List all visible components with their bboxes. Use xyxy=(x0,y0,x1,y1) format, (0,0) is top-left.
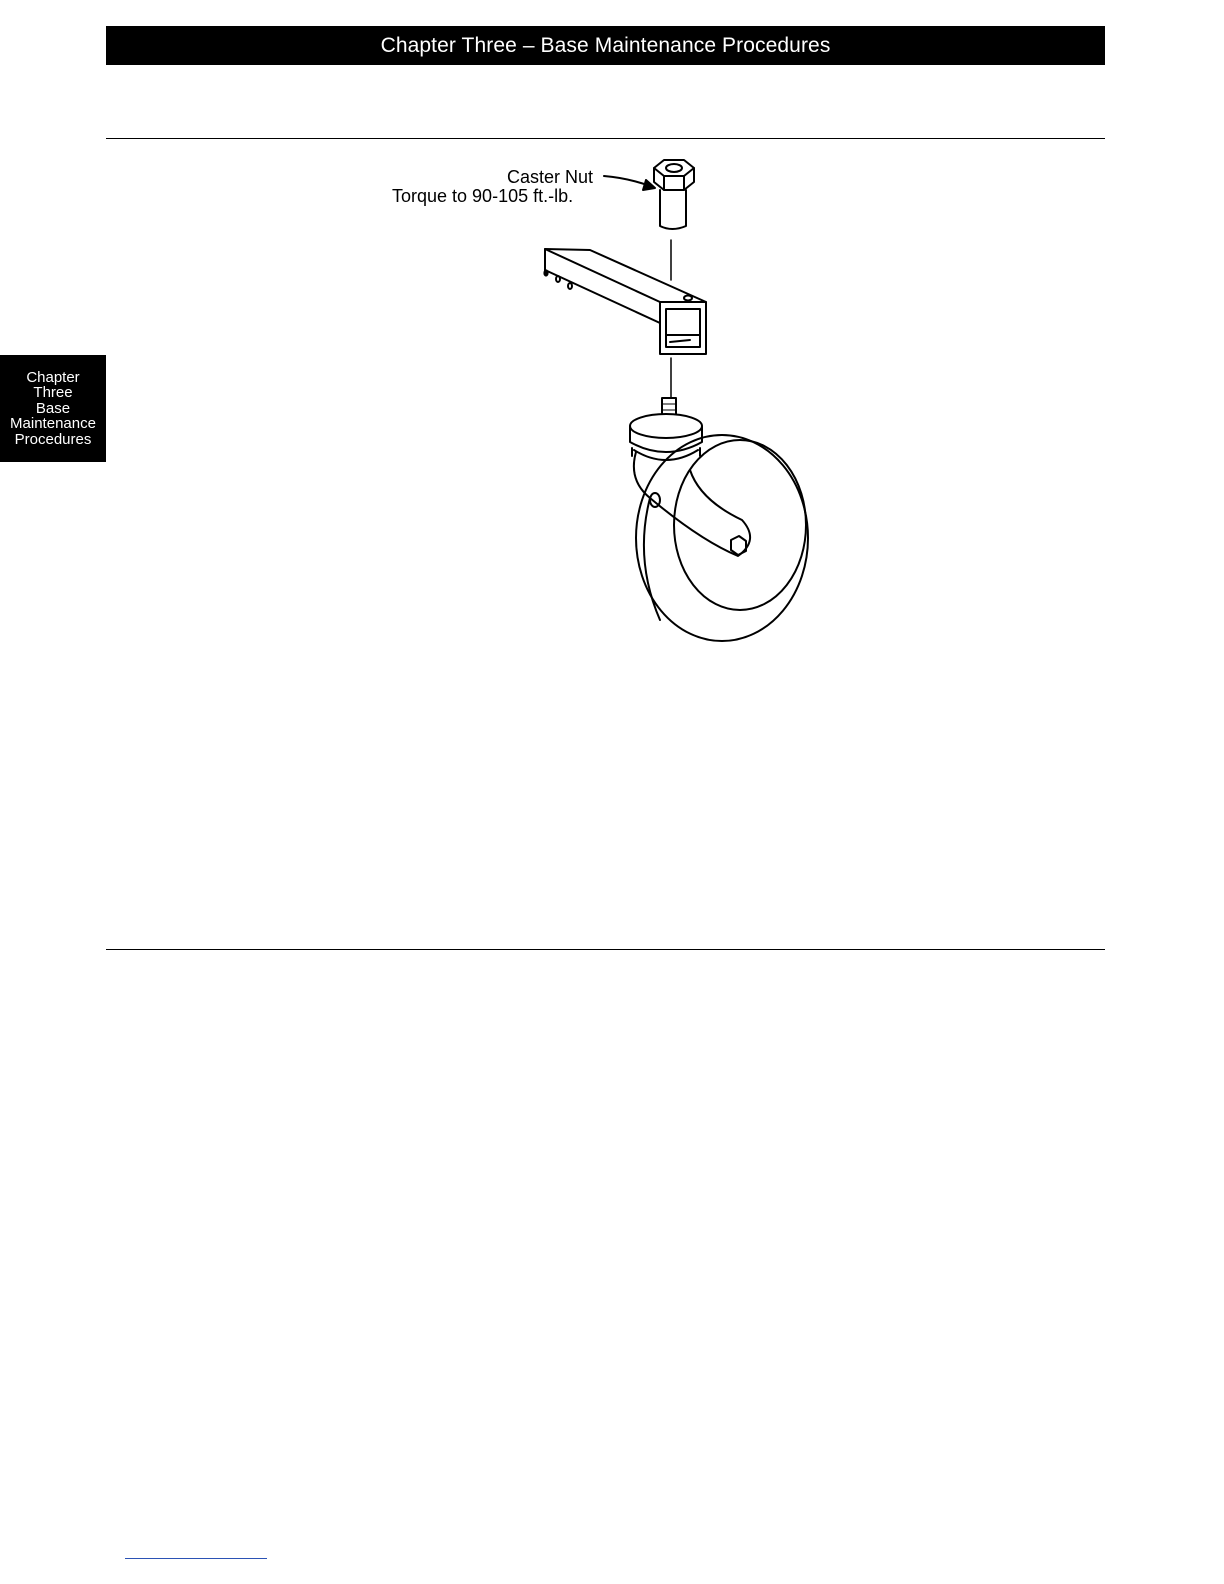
side-tab-line: Maintenance xyxy=(10,415,96,433)
torque-spec-label: Torque to 90-105 ft.-lb. xyxy=(392,186,574,206)
caster-nut-icon xyxy=(654,160,694,229)
chapter-title: Chapter Three – Base Maintenance Procedures xyxy=(380,33,831,57)
caster-nut-label: Caster Nut xyxy=(507,167,594,187)
side-tab-line: Procedures xyxy=(14,430,92,448)
side-tab-line: Chapter xyxy=(26,368,80,386)
bottom-divider xyxy=(106,949,1105,950)
footer-link-underline[interactable] xyxy=(125,1558,267,1559)
side-tab-line: Three xyxy=(33,384,73,402)
caster-wheel-icon xyxy=(630,414,808,641)
frame-tube-icon xyxy=(544,249,706,354)
top-divider xyxy=(106,138,1105,139)
chapter-side-tab[interactable] xyxy=(0,355,106,462)
side-tab-line: Base xyxy=(35,399,71,417)
chapter-header-bar xyxy=(106,26,1105,65)
leader-line xyxy=(604,176,650,186)
caster-assembly-illustration xyxy=(520,150,840,650)
